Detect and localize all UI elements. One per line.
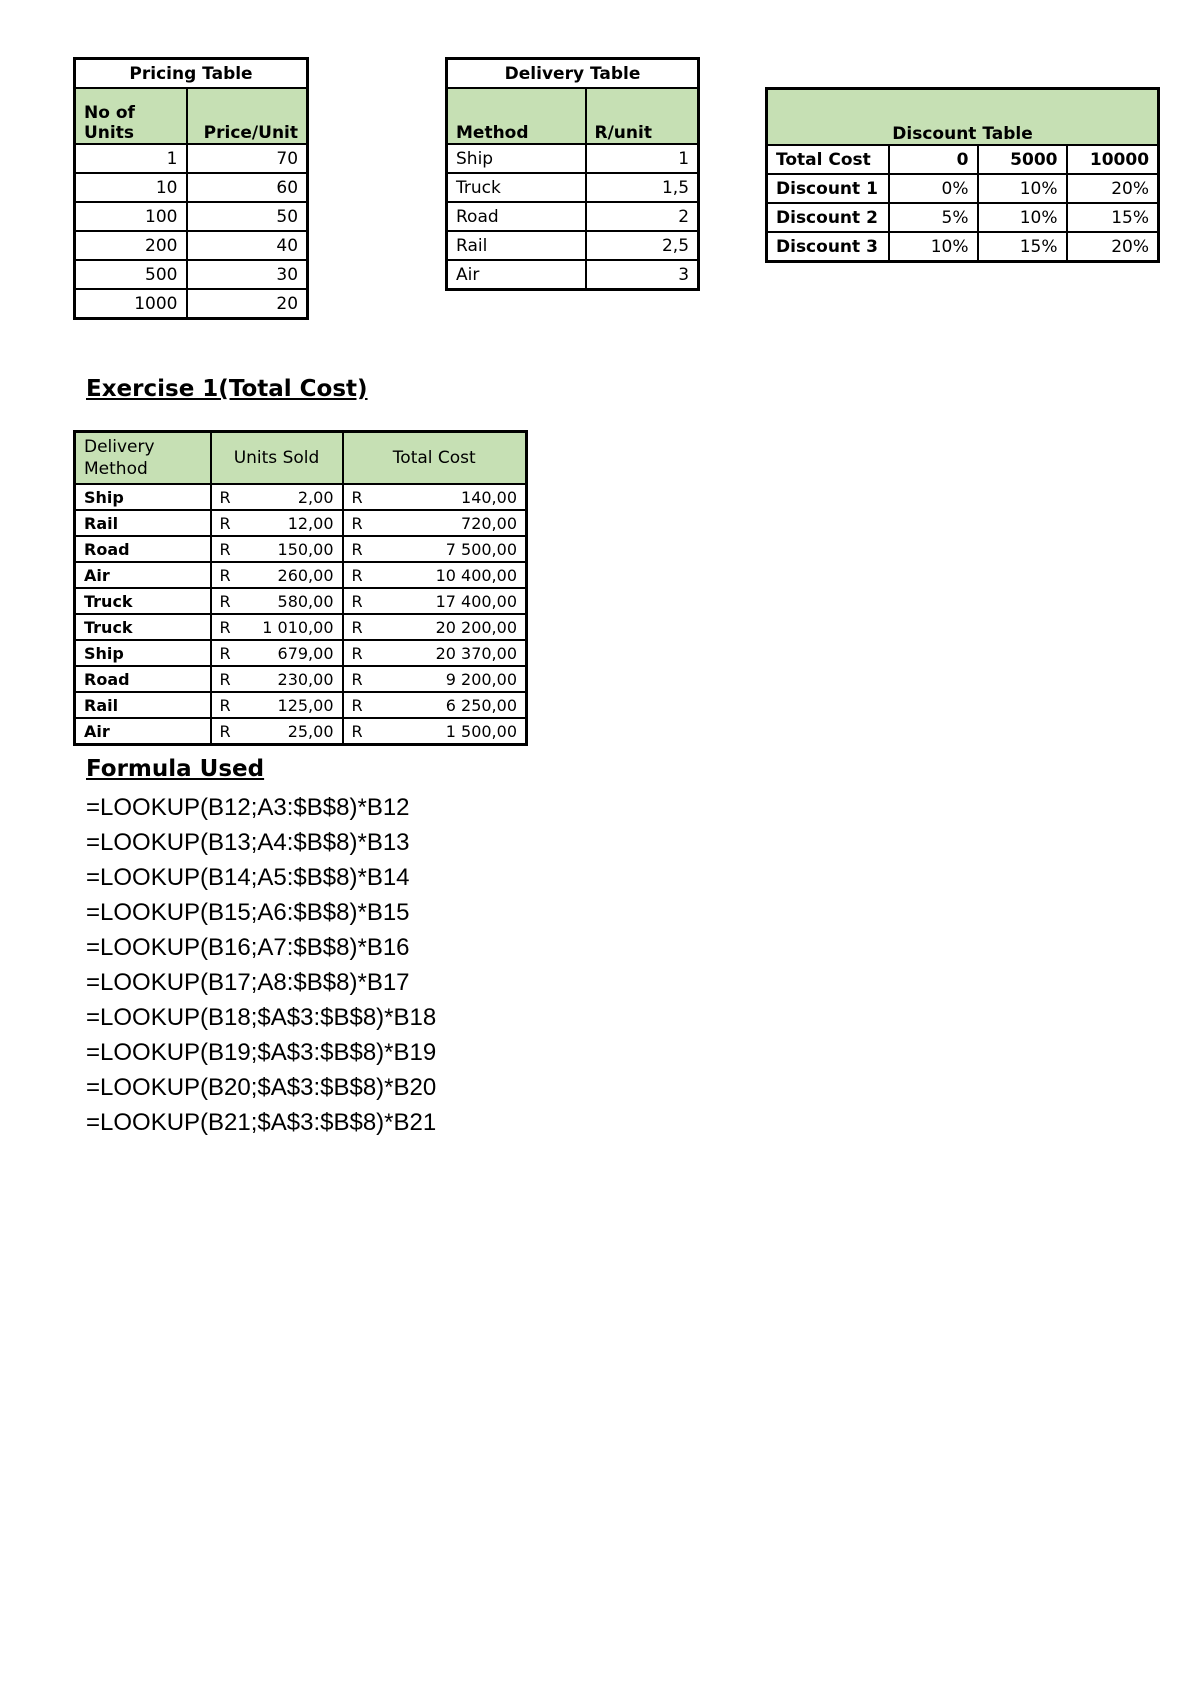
discount-cell: 10% [889,232,978,262]
discount-cell: 5% [889,203,978,232]
exercise-units-cell [211,614,343,640]
amount-value: 2,00 [297,487,334,507]
table-row [447,144,699,173]
delivery-method-cell: Rail [447,231,586,260]
exercise-total-cell [343,562,527,588]
exercise-method-cell: Rail [75,510,211,536]
exercise-table [73,430,528,746]
exercise-method-cell: Air [75,562,211,588]
exercise-units-cell [211,718,343,745]
exercise-units-cell [211,588,343,614]
exercise-total-cell [343,484,527,510]
amount-value: 140,00 [461,487,517,507]
currency-symbol: R [219,721,231,741]
amount-value: 20 200,00 [435,617,517,637]
pricing-units-cell: 1 [75,144,187,173]
discount-table [765,87,1160,263]
pricing-units-cell: 1000 [75,289,187,319]
discount-table-title: Discount Table [767,89,1159,146]
currency-symbol: R [219,591,231,611]
table-row [767,174,1159,203]
exercise-total-cell [343,718,527,745]
discount-cell: Discount 3 [767,232,889,262]
discount-header-cell: 10000 [1067,145,1159,174]
table-row [75,640,527,666]
pricing-units-cell: 100 [75,202,187,231]
pricing-header-price: Price/Unit [187,88,308,144]
table-row [447,173,699,202]
currency-symbol: R [351,721,363,741]
currency-symbol: R [219,487,231,507]
exercise-total-cell [343,588,527,614]
delivery-method-cell: Air [447,260,586,290]
formula-item: =LOOKUP(B17;A8:$B$8)*B17 [86,969,410,996]
exercise-units-cell [211,666,343,692]
discount-cell: 20% [1067,174,1159,203]
table-row [75,614,527,640]
table-row [75,260,308,289]
amount-value: 260,00 [277,565,334,585]
formula-item: =LOOKUP(B16;A7:$B$8)*B16 [86,934,410,961]
discount-header-cell: 5000 [978,145,1067,174]
pricing-units-cell: 200 [75,231,187,260]
amount-value: 6 250,00 [445,695,517,715]
discount-cell: 15% [978,232,1067,262]
delivery-table-title: Delivery Table [447,59,699,89]
amount-value: 679,00 [277,643,334,663]
exercise-method-cell: Ship [75,640,211,666]
discount-cell: 10% [978,174,1067,203]
table-row [75,202,308,231]
amount-value: 580,00 [277,591,334,611]
exercise-total-cell [343,692,527,718]
currency-symbol: R [351,643,363,663]
delivery-method-cell: Truck [447,173,586,202]
table-row [75,173,308,202]
table-row [75,231,308,260]
pricing-units-cell: 10 [75,173,187,202]
table-row [75,510,527,536]
exercise-header-units: Units Sold [211,432,343,485]
table-row [447,260,699,290]
currency-symbol: R [351,591,363,611]
currency-symbol: R [219,565,231,585]
table-row [75,289,308,319]
amount-value: 1 500,00 [445,721,517,741]
currency-symbol: R [351,669,363,689]
pricing-price-cell: 30 [187,260,308,289]
discount-header-cell: Total Cost [767,145,889,174]
formula-item: =LOOKUP(B13;A4:$B$8)*B13 [86,829,410,856]
amount-value: 25,00 [287,721,334,741]
table-row [447,202,699,231]
currency-symbol: R [351,487,363,507]
table-row [767,203,1159,232]
formula-item: =LOOKUP(B20;$A$3:$B$8)*B20 [86,1074,437,1101]
currency-symbol: R [219,643,231,663]
formula-item: =LOOKUP(B14;A5:$B$8)*B14 [86,864,410,891]
exercise-method-cell: Rail [75,692,211,718]
amount-value: 230,00 [277,669,334,689]
pricing-price-cell: 60 [187,173,308,202]
delivery-rate-cell: 2 [586,202,699,231]
pricing-price-cell: 50 [187,202,308,231]
amount-value: 7 500,00 [445,539,517,559]
currency-symbol: R [351,539,363,559]
exercise-total-cell [343,536,527,562]
amount-value: 720,00 [461,513,517,533]
exercise-method-cell: Ship [75,484,211,510]
exercise-total-cell [343,614,527,640]
currency-symbol: R [219,513,231,533]
discount-cell: Discount 1 [767,174,889,203]
exercise-method-cell: Truck [75,588,211,614]
table-row [75,484,527,510]
amount-value: 1 010,00 [262,617,334,637]
table-row [447,231,699,260]
table-row [75,536,527,562]
table-row [75,588,527,614]
exercise-total-cell [343,640,527,666]
exercise-method-cell: Air [75,718,211,745]
amount-value: 20 370,00 [435,643,517,663]
exercise-units-cell [211,562,343,588]
table-row [767,145,1159,174]
exercise-header-method: Delivery Method [75,432,211,485]
currency-symbol: R [351,513,363,533]
delivery-rate-cell: 1 [586,144,699,173]
table-row [767,232,1159,262]
formula-item: =LOOKUP(B18;$A$3:$B$8)*B18 [86,1004,437,1031]
exercise-header-total: Total Cost [343,432,527,485]
delivery-method-cell: Road [447,202,586,231]
discount-header-cell: 0 [889,145,978,174]
currency-symbol: R [351,695,363,715]
formula-item: =LOOKUP(B19;$A$3:$B$8)*B19 [86,1039,437,1066]
table-row [75,666,527,692]
exercise-units-cell [211,692,343,718]
delivery-table [445,57,700,291]
delivery-rate-cell: 3 [586,260,699,290]
formula-item: =LOOKUP(B12;A3:$B$8)*B12 [86,794,410,821]
exercise-method-cell: Road [75,536,211,562]
delivery-method-cell: Ship [447,144,586,173]
formula-item: =LOOKUP(B21;$A$3:$B$8)*B21 [86,1109,437,1136]
exercise-total-cell [343,510,527,536]
discount-cell: 20% [1067,232,1159,262]
currency-symbol: R [351,617,363,637]
currency-symbol: R [351,565,363,585]
exercise-units-cell [211,484,343,510]
discount-cell: 10% [978,203,1067,232]
formula-list [86,790,436,1140]
pricing-price-cell: 70 [187,144,308,173]
table-row [75,144,308,173]
currency-symbol: R [219,539,231,559]
pricing-table-title: Pricing Table [75,59,308,89]
exercise-total-cell [343,666,527,692]
formula-title: Formula Used [86,756,265,782]
table-row [75,562,527,588]
exercise-title: Exercise 1(Total Cost) [86,376,368,402]
amount-value: 10 400,00 [435,565,517,585]
pricing-units-cell: 500 [75,260,187,289]
amount-value: 12,00 [287,513,334,533]
pricing-price-cell: 40 [187,231,308,260]
pricing-header-units: No of Units [75,88,187,144]
currency-symbol: R [219,669,231,689]
pricing-table [73,57,309,320]
amount-value: 150,00 [277,539,334,559]
currency-symbol: R [219,617,231,637]
delivery-header-rate: R/unit [586,88,699,144]
currency-symbol: R [219,695,231,715]
delivery-rate-cell: 1,5 [586,173,699,202]
exercise-units-cell [211,510,343,536]
amount-value: 17 400,00 [435,591,517,611]
discount-cell: Discount 2 [767,203,889,232]
amount-value: 9 200,00 [445,669,517,689]
table-row [75,718,527,745]
table-row [75,692,527,718]
exercise-method-cell: Truck [75,614,211,640]
amount-value: 125,00 [277,695,334,715]
delivery-header-method: Method [447,88,586,144]
delivery-rate-cell: 2,5 [586,231,699,260]
discount-cell: 15% [1067,203,1159,232]
pricing-price-cell: 20 [187,289,308,319]
exercise-units-cell [211,536,343,562]
exercise-units-cell [211,640,343,666]
formula-item: =LOOKUP(B15;A6:$B$8)*B15 [86,899,410,926]
discount-cell: 0% [889,174,978,203]
exercise-method-cell: Road [75,666,211,692]
